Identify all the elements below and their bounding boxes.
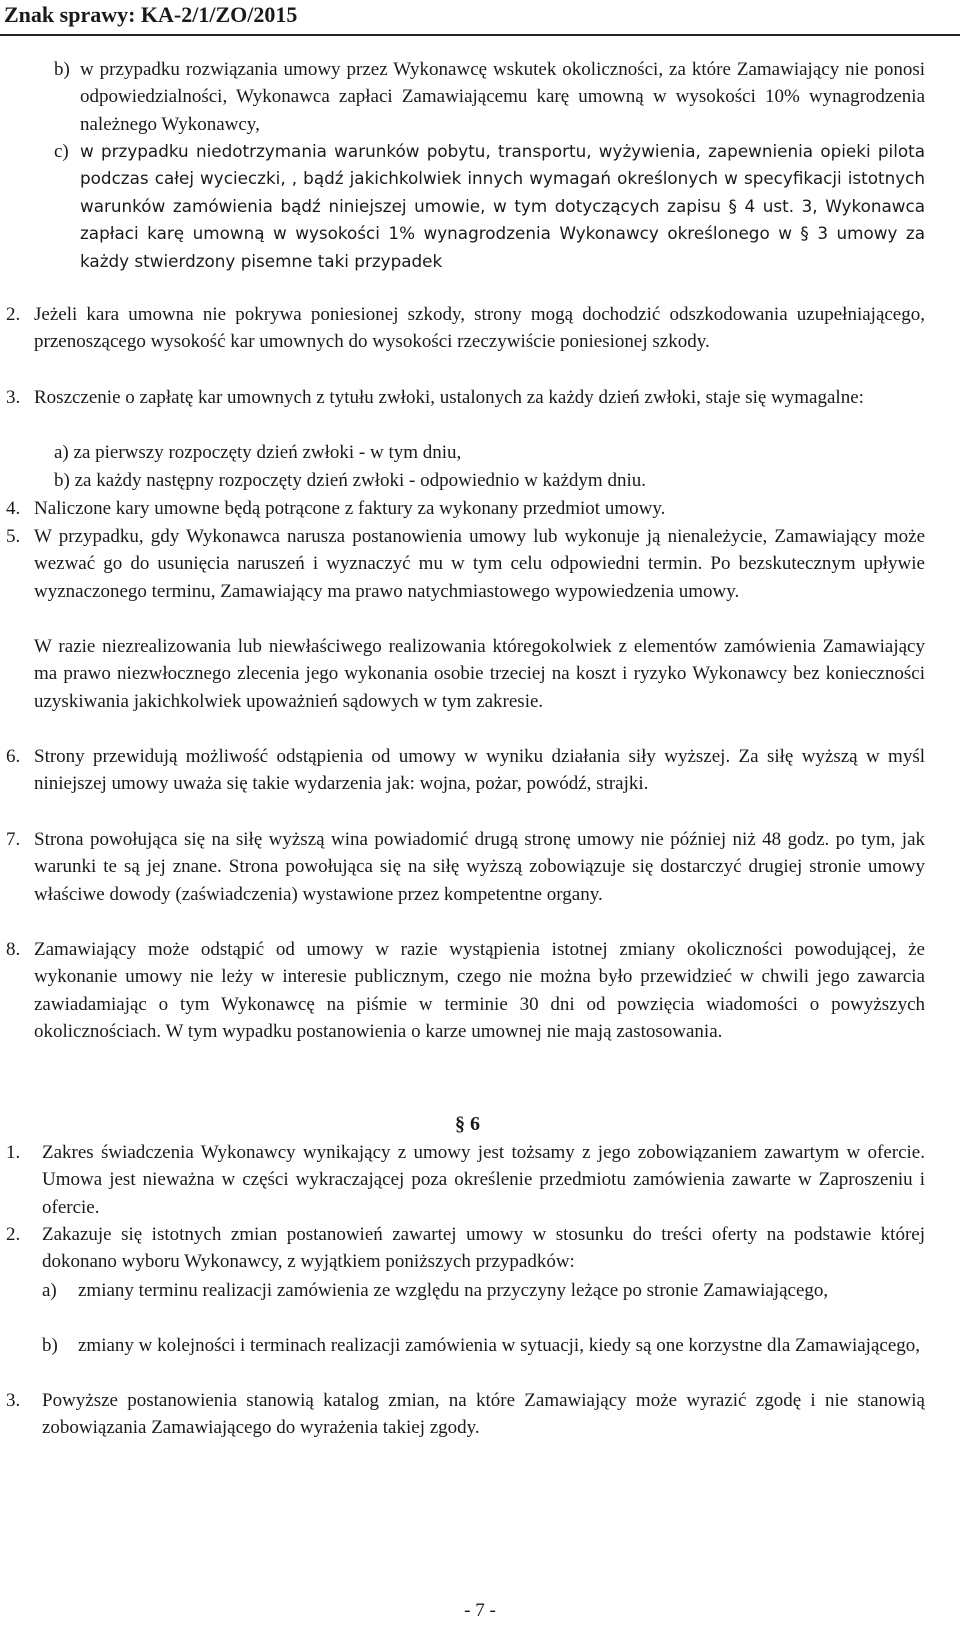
paragraph-8-number: 8. bbox=[6, 939, 21, 960]
paragraph-5-number: 5. bbox=[6, 526, 21, 547]
paragraph-3-item-a: a) za pierwszy rozpoczęty dzień zwłoki - w tym dniu, bbox=[54, 442, 462, 463]
paragraph-3-item-b: b) za każdy następny rozpoczęty dzień zwłoki - odpowiednio w każdym dniu. bbox=[54, 470, 646, 491]
item-c-label: c) bbox=[54, 141, 69, 162]
paragraph-6-number: 6. bbox=[6, 746, 21, 767]
paragraph-7-text: Strona powołująca się na siłę wyższą wina powiadomić drugą stronę umowy nie później niż 48 godz. po tym, jak warunki te są jej znane. Strona powołująca się na siłę wyższą zobowiązuje się dostarczyć drugiej stronie umowy właściwe dowody (zaświadczenia) wystawione przez kompetentne organy. bbox=[34, 829, 925, 905]
section-6-item-1-number: 1. bbox=[6, 1142, 21, 1163]
paragraph-3-text: Roszczenie o zapłatę kar umownych z tytułu zwłoki, ustalonych za każdy dzień zwłoki, staje się wymagalne: bbox=[34, 387, 864, 408]
paragraph-2-text: Jeżeli kara umowna nie pokrywa poniesionej szkody, strony mogą dochodzić odszkodowania uzupełniającego, przenoszącego wysokość kar umownych do wysokości rzeczywiście poniesionej szkody. bbox=[34, 304, 925, 353]
section-6-item-3-number: 3. bbox=[6, 1390, 21, 1411]
section-6-item-2-text: Zakazuje się istotnych zmian postanowień zawartej umowy w stosunku do treści oferty na podstawie której dokonano wyboru Wykonawcy, z wyjątkiem poniższych przypadków: bbox=[42, 1224, 925, 1273]
item-b-text: w przypadku rozwiązania umowy przez Wykonawcę wskutek okoliczności, za które Zamawiający nie ponosi odpowiedzialności, Wykonawca zapłaci Zamawiającemu karę umowną w wysokości 10% wynagrodzenia należnego Wykonawcy, bbox=[80, 59, 925, 135]
section-heading: § 6 bbox=[455, 1113, 480, 1135]
item-b-label: b) bbox=[54, 59, 70, 80]
paragraph-8-text: Zamawiający może odstąpić od umowy w razie wystąpienia istotnej zmiany okoliczności powodującej, że wykonanie umowy nie leży w interesie publicznym, czego nie można było przewidzieć w chwili jego zawarcia zawiadamiając o tym Wykonawcę na piśmie w terminie 30 dni od powzięcia wiadomości o powyższych okolicznościach. W tym wypadku postanowienia o karze umownej nie mają zastosowania. bbox=[34, 939, 925, 1043]
page-number: - 7 - bbox=[464, 1600, 496, 1621]
paragraph-7-number: 7. bbox=[6, 829, 21, 850]
section-6-item-2b-label: b) bbox=[42, 1335, 58, 1356]
case-number: Znak sprawy: KA-2/1/ZO/2015 bbox=[4, 2, 298, 27]
section-6-item-2a-text: zmiany terminu realizacji zamówienia ze względu na przyczyny leżące po stronie Zamawiającego, bbox=[78, 1280, 829, 1301]
paragraph-5-text-1: W przypadku, gdy Wykonawca narusza postanowienia umowy lub wykonuje ją nienależycie, Zamawiający może wezwać go do usunięcia naruszeń i wyznaczyć mu w tym celu odpowiedni termin. Po bezskutecznym upływie wyznaczonego terminu, Zamawiający ma prawo natychmiastowego wypowiedzenia umowy. bbox=[34, 526, 925, 602]
paragraph-4-text: Naliczone kary umowne będą potrącone z faktury za wykonany przedmiot umowy. bbox=[34, 498, 666, 519]
paragraph-2-number: 2. bbox=[6, 304, 21, 325]
paragraph-4-number: 4. bbox=[6, 498, 21, 519]
section-6-item-2-number: 2. bbox=[6, 1224, 21, 1245]
item-c-text: w przypadku niedotrzymania warunków pobytu, transportu, wyżywienia, zapewnienia opieki pilota podczas całej wycieczki, , bądź jakichkolwiek innych wymagań określonych w specyfikacji istotnych warunków zamówienia bądź niniejszej umowie, w tym dotyczących zapisu § 4 ust. 3, Wykonawca zapłaci karę umowną w wysokości 1% wynagrodzenia Wykonawcy określonego w § 3 umowy za każdy stwierdzony pisemne taki przypadek bbox=[80, 141, 925, 271]
document-header bbox=[0, 0, 960, 36]
section-6-item-2a-label: a) bbox=[42, 1280, 57, 1301]
paragraph-5-text-2: W razie niezrealizowania lub niewłaściwego realizowania któregokolwiek z elementów zamówienia Zamawiający ma prawo niezwłocznego zlecenia jego wykonania osobie trzeciej na koszt i ryzyko Wykonawcy bez konieczności uzyskiwania jakichkolwiek upoważnień sądowych w tym zakresie. bbox=[34, 636, 925, 712]
section-6-item-2b-text: zmiany w kolejności i terminach realizacji zamówienia w sytuacji, kiedy są one korzystne dla Zamawiającego, bbox=[78, 1335, 921, 1356]
paragraph-3-number: 3. bbox=[6, 387, 21, 408]
section-6-item-3-text: Powyższe postanowienia stanowią katalog zmian, na które Zamawiający może wyrazić zgodę i nie stanowią zobowiązania Zamawiającego do wyrażenia takiej zgody. bbox=[42, 1390, 925, 1439]
paragraph-6-text: Strony przewidują możliwość odstąpienia od umowy w wyniku działania siły wyższej. Za siłę wyższą w myśl niniejszej umowy uważa się takie wydarzenia jak: wojna, pożar, powódź, strajki. bbox=[34, 746, 925, 795]
section-6-item-1-text: Zakres świadczenia Wykonawcy wynikający z umowy jest tożsamy z jego zobowiązaniem zawartym w ofercie. Umowa jest nieważna w części wykraczającej poza określenie przedmiotu zamówienia zawarte w Zaproszeniu i ofercie. bbox=[42, 1142, 925, 1218]
